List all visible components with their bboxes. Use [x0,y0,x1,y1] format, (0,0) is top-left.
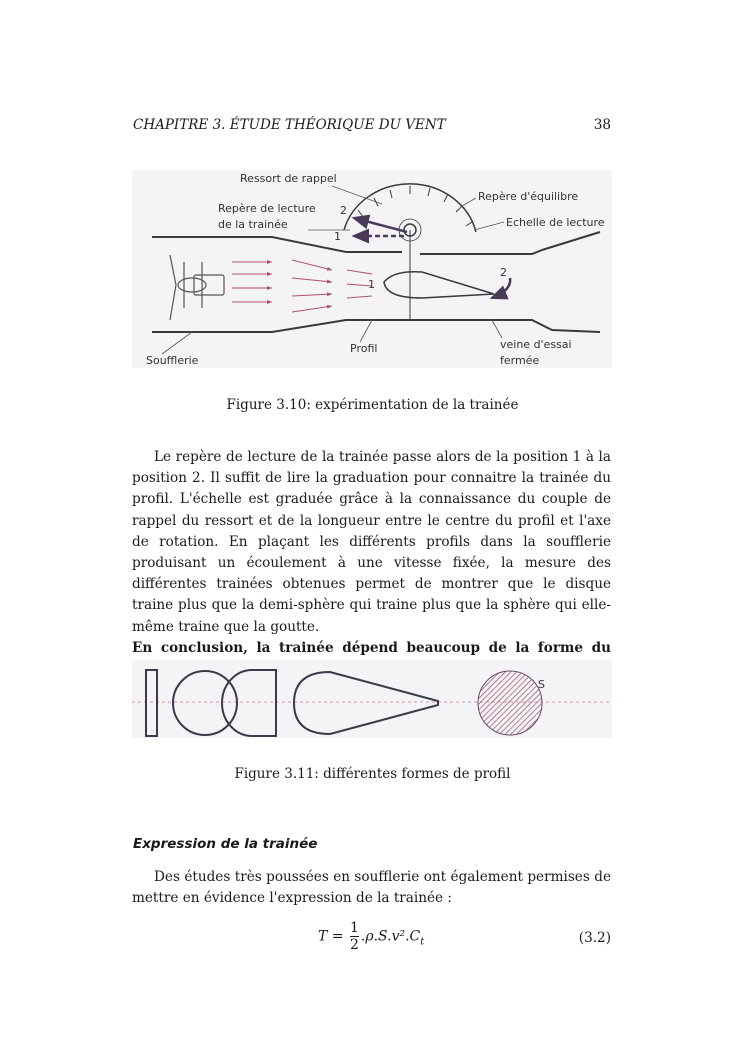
shape-hatched-sphere [478,671,542,735]
figure-caption-3-10: Figure 3.10: expérimentation de la trainée [226,397,519,413]
drag-experiment-diagram [132,170,612,368]
rotation-arrow [492,278,510,298]
figure-profile-shapes [132,660,612,738]
label-s: S [538,678,545,691]
label-repere-lecture: Repère de lecture [218,202,316,215]
equation-number: (3.2) [578,930,611,946]
page-number: 38 [593,117,611,133]
pointer-position-2 [354,218,407,232]
figure-drag-experiment [132,170,612,368]
label-echelle: Echelle de lecture [506,216,605,229]
equation-rhs: .ρ.S.v².C [360,928,421,945]
flow-arrows [232,260,372,312]
paragraph-2: Des études très poussées en soufflerie ont également permises de mettre en évidence l'expression de la trainée : [132,869,611,907]
leader-lines [162,186,504,354]
fan [170,255,224,320]
shape-drop [294,672,438,734]
fraction-den: 2 [349,937,359,953]
label-ressort: Ressort de rappel [240,172,337,185]
label-repere-equilibre: Repère d'équilibre [478,190,579,203]
shapes [146,670,438,736]
body-text [132,447,611,680]
label-profil: Profil [350,342,378,355]
subheading: Expression de la trainée [133,836,318,852]
paragraph: Le repère de lecture de la trainée passe alors de la position 1 à la position 2. Il suffit de lire la graduation pour connaitre la trainée du profil. L'échelle est graduée grâce à la connaissance du couple de rappel du ressort et de la longueur entre le centre du profil et l'axe de rotation. En plaçant les différents profils dans la soufflerie produisant un écoulement à une vitesse fixée, la mesure des différentes trainées obtenues permet de montrer que le disque traine plus que la demi-sphère qui traine plus que la sphère qui elle-même traine que la goutte. [132,449,611,635]
conclusion-text: En conclusion, la trainée dépend beaucoup de la forme du [132,639,611,656]
equation-subscript: t [420,936,425,948]
label-pos1-mid: 1 [368,278,375,291]
tunnel-walls [152,232,600,332]
shape-disk [146,670,157,736]
profile-shapes-diagram [132,660,612,738]
label-pos1-top: 1 [334,230,341,243]
equation-fraction [350,920,359,953]
label-pos2-top: 2 [340,204,347,217]
label-soufflerie: Soufflerie [146,354,199,367]
equation-lhs: T = [318,928,344,945]
shape-circle [173,671,237,735]
equation [318,920,424,953]
label-pos2-right: 2 [500,266,507,279]
label-veine: veine d'essai [500,338,572,351]
label-repere-lecture-2: de la trainée [218,218,288,231]
label-veine-2: fermée [500,354,540,367]
fraction-num: 1 [349,920,359,936]
page-header [133,117,611,133]
body-text-2 [132,867,611,909]
profile-shape [384,272,494,298]
shape-half-sphere [222,670,276,736]
chapter-title: CHAPITRE 3. ÉTUDE THÉORIQUE DU VENT [133,117,446,133]
figure-caption-3-11: Figure 3.11: différentes formes de profil [234,766,511,782]
